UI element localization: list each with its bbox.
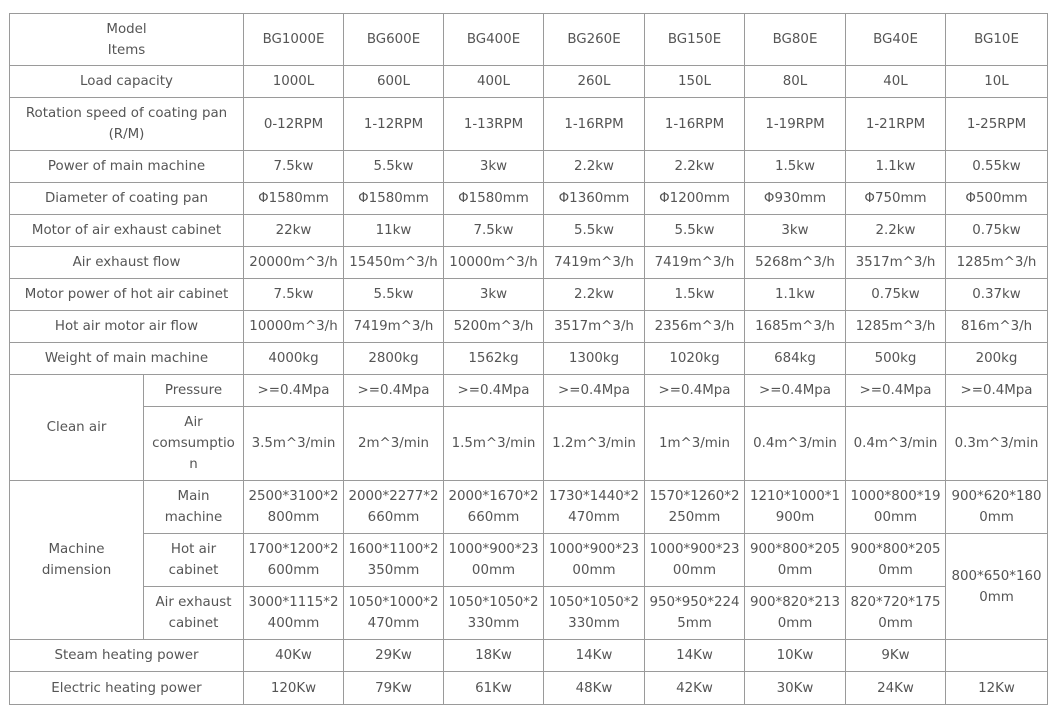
hot-air-cabinet-label	[144, 534, 244, 587]
value-cell: 5200m^3/h	[444, 311, 544, 343]
row-label: Steam heating power	[10, 640, 244, 672]
cell-line: 3000*1115*2	[248, 595, 339, 610]
value-cell	[344, 587, 444, 640]
value-cell	[544, 534, 645, 587]
bg10e-cabinets-cell	[946, 534, 1048, 640]
cell-line: 470mm	[367, 616, 420, 631]
value-cell: Φ500mm	[946, 183, 1048, 215]
row-label: Motor power of hot air cabinet	[10, 279, 244, 311]
model-header-cell: BG10E	[946, 14, 1048, 66]
cell-line: 1050*1050*2	[548, 595, 640, 610]
value-cell: >=0.4Mpa	[544, 375, 645, 407]
value-cell	[444, 481, 544, 534]
cell-line: 1570*1260*2	[649, 489, 740, 504]
value-cell: 11kw	[344, 215, 444, 247]
value-cell	[946, 481, 1048, 534]
value-cell: 0.75kw	[946, 215, 1048, 247]
value-cell: 1-16RPM	[544, 98, 645, 151]
spec-table	[9, 13, 1048, 705]
value-cell	[946, 640, 1048, 672]
cell-line: 00mm	[572, 563, 616, 578]
value-cell: 12Kw	[946, 672, 1048, 705]
cell-line: 1000*900*23	[649, 542, 740, 557]
value-cell: 1.5kw	[745, 151, 846, 183]
value-cell: 9Kw	[846, 640, 946, 672]
value-cell	[645, 534, 745, 587]
row-label	[10, 98, 244, 151]
value-cell: 5.5kw	[645, 215, 745, 247]
value-cell: 2.2kw	[846, 215, 946, 247]
cell-line: 660mm	[467, 510, 520, 525]
value-cell: 1-13RPM	[444, 98, 544, 151]
value-cell: 2.2kw	[645, 151, 745, 183]
value-cell: 2.2kw	[544, 151, 645, 183]
value-cell: 1.5kw	[645, 279, 745, 311]
value-cell	[745, 587, 846, 640]
value-cell	[344, 534, 444, 587]
cell-line: 1050*1000*2	[348, 595, 439, 610]
value-cell: 18Kw	[444, 640, 544, 672]
value-cell: 1000L	[244, 66, 344, 98]
cell-line: 900*620*180	[951, 489, 1042, 504]
consumption-label	[144, 407, 244, 481]
row-label: Diameter of coating pan	[10, 183, 244, 215]
cell-line: cabinet	[168, 616, 219, 631]
row-electric-heating	[10, 672, 1048, 705]
value-cell: 5268m^3/h	[745, 247, 846, 279]
model-header-cell: BG1000E	[244, 14, 344, 66]
value-cell: >=0.4Mpa	[344, 375, 444, 407]
value-cell: 400L	[444, 66, 544, 98]
value-cell: 1285m^3/h	[846, 311, 946, 343]
value-cell: Φ1200mm	[645, 183, 745, 215]
cell-line: 900*800*205	[749, 542, 841, 557]
clean-air-label: Clean air	[10, 375, 144, 481]
cell-line: n	[189, 457, 198, 472]
cell-line: 900m	[775, 510, 815, 525]
value-cell: 1-25RPM	[946, 98, 1048, 151]
cell-line: 330mm	[568, 616, 620, 631]
cell-line: 400mm	[267, 616, 320, 631]
value-cell: >=0.4Mpa	[645, 375, 745, 407]
cell-line: 1210*1000*1	[749, 489, 841, 504]
value-cell: 7419m^3/h	[344, 311, 444, 343]
value-cell: 3kw	[444, 151, 544, 183]
value-cell: 150L	[645, 66, 745, 98]
value-cell	[846, 587, 946, 640]
row-clean-air-pressure	[10, 375, 1048, 407]
row-pan-diameter	[10, 183, 1048, 215]
value-cell	[544, 587, 645, 640]
value-cell: 79Kw	[344, 672, 444, 705]
value-cell: 1-12RPM	[344, 98, 444, 151]
value-cell: 20000m^3/h	[244, 247, 344, 279]
value-cell: 10000m^3/h	[444, 247, 544, 279]
cell-line: 660mm	[367, 510, 420, 525]
cell-line: 250mm	[668, 510, 721, 525]
value-cell: >=0.4Mpa	[846, 375, 946, 407]
cell-line: 1700*1200*2	[248, 542, 339, 557]
value-cell: 10Kw	[745, 640, 846, 672]
value-cell: 10000m^3/h	[244, 311, 344, 343]
value-cell: 1285m^3/h	[946, 247, 1048, 279]
value-cell: 24Kw	[846, 672, 946, 705]
value-cell: 5.5kw	[344, 279, 444, 311]
cell-line: 2000*2277*2	[348, 489, 439, 504]
value-cell: 600L	[344, 66, 444, 98]
model-header-cell: BG400E	[444, 14, 544, 66]
cell-line: 2500*3100*2	[248, 489, 339, 504]
cell-line: 1050*1050*2	[448, 595, 539, 610]
value-cell: 7419m^3/h	[544, 247, 645, 279]
row-label: Load capacity	[10, 66, 244, 98]
value-cell: 684kg	[745, 343, 846, 375]
row-rotation-speed	[10, 98, 1048, 151]
value-cell: 7.5kw	[244, 151, 344, 183]
value-cell	[244, 534, 344, 587]
cell-line: 0mm	[878, 563, 913, 578]
value-cell: 40Kw	[244, 640, 344, 672]
value-cell: 3517m^3/h	[846, 247, 946, 279]
cell-line: 00mm	[672, 563, 717, 578]
cell-line: Items	[107, 42, 146, 58]
value-cell: 0.3m^3/min	[946, 407, 1048, 481]
value-cell	[745, 534, 846, 587]
value-cell	[444, 534, 544, 587]
cell-line: 900*800*205	[850, 542, 941, 557]
main-machine-label	[144, 481, 244, 534]
cell-line: 1730*1440*2	[548, 489, 640, 504]
exhaust-cabinet-label	[144, 587, 244, 640]
machine-dimension-label	[10, 481, 144, 640]
value-cell: 42Kw	[645, 672, 745, 705]
cell-line: Machine	[48, 542, 105, 557]
cell-line: Air exhaust	[155, 595, 232, 610]
value-cell: 3kw	[745, 215, 846, 247]
cell-line: 800*650*160	[951, 568, 1042, 584]
value-cell: 22kw	[244, 215, 344, 247]
cell-line: 00mm	[471, 563, 516, 578]
value-cell: 7419m^3/h	[645, 247, 745, 279]
cell-line: (R/M)	[108, 127, 145, 142]
model-header-cell: BG260E	[544, 14, 645, 66]
value-cell: 10L	[946, 66, 1048, 98]
value-cell: 1-16RPM	[645, 98, 745, 151]
value-cell: 15450m^3/h	[344, 247, 444, 279]
value-cell: Φ1580mm	[244, 183, 344, 215]
cell-line: Rotation speed of coating pan	[25, 106, 228, 121]
cell-line: machine	[164, 510, 223, 525]
value-cell: 1300kg	[544, 343, 645, 375]
value-cell: 1-19RPM	[745, 98, 846, 151]
row-main-power	[10, 151, 1048, 183]
cell-line: Model	[106, 21, 147, 37]
value-cell: 2.2kw	[544, 279, 645, 311]
value-cell: 1.5m^3/min	[444, 407, 544, 481]
value-cell: 1-21RPM	[846, 98, 946, 151]
model-header-cell: BG40E	[846, 14, 946, 66]
row-label: Weight of main machine	[10, 343, 244, 375]
value-cell: 3kw	[444, 279, 544, 311]
value-cell: 5.5kw	[544, 215, 645, 247]
cell-line: 0mm	[878, 616, 913, 631]
value-cell	[645, 587, 745, 640]
row-label: Motor of air exhaust cabinet	[10, 215, 244, 247]
value-cell: 1020kg	[645, 343, 745, 375]
value-cell: 2m^3/min	[344, 407, 444, 481]
cell-line: 0mm	[979, 589, 1014, 605]
value-cell	[846, 534, 946, 587]
value-cell: 2356m^3/h	[645, 311, 745, 343]
value-cell: 7.5kw	[444, 215, 544, 247]
value-cell: 30Kw	[745, 672, 846, 705]
value-cell: 29Kw	[344, 640, 444, 672]
value-cell: >=0.4Mpa	[745, 375, 846, 407]
cell-line: 1000*900*23	[448, 542, 539, 557]
cell-line: 5mm	[677, 616, 712, 631]
cell-line: 1000*800*19	[850, 489, 941, 504]
cell-line: dimension	[41, 563, 112, 578]
row-label: Air exhaust flow	[10, 247, 244, 279]
value-cell: >=0.4Mpa	[946, 375, 1048, 407]
value-cell: 3517m^3/h	[544, 311, 645, 343]
header-row	[10, 14, 1048, 66]
row-hot-air-motor-power	[10, 279, 1048, 311]
value-cell: 0.55kw	[946, 151, 1048, 183]
cell-line: 0mm	[777, 616, 813, 631]
value-cell: 1.1kw	[745, 279, 846, 311]
value-cell	[244, 481, 344, 534]
cell-line: Main	[177, 489, 210, 504]
value-cell: Φ1580mm	[344, 183, 444, 215]
value-cell	[344, 481, 444, 534]
row-clean-air-consumption	[10, 407, 1048, 481]
row-label: Hot air motor air flow	[10, 311, 244, 343]
value-cell	[745, 481, 846, 534]
cell-line: 950*950*224	[649, 595, 740, 610]
value-cell: 4000kg	[244, 343, 344, 375]
cell-line: 1600*1100*2	[348, 542, 439, 557]
row-label: Electric heating power	[10, 672, 244, 705]
row-hot-air-flow	[10, 311, 1048, 343]
cell-line: 1000*900*23	[548, 542, 640, 557]
value-cell: Φ750mm	[846, 183, 946, 215]
row-exhaust-flow	[10, 247, 1048, 279]
value-cell: 0.4m^3/min	[846, 407, 946, 481]
value-cell: 48Kw	[544, 672, 645, 705]
cell-line: 820*720*175	[850, 595, 941, 610]
value-cell: Φ1360mm	[544, 183, 645, 215]
row-load-capacity	[10, 66, 1048, 98]
cell-line: 600mm	[267, 563, 320, 578]
cell-line: 470mm	[568, 510, 620, 525]
header-corner-cell	[10, 14, 244, 66]
cell-line: Hot air	[170, 542, 217, 557]
row-dim-hot-air-cabinet	[10, 534, 1048, 587]
value-cell	[645, 481, 745, 534]
row-dim-main-machine	[10, 481, 1048, 534]
value-cell: 14Kw	[645, 640, 745, 672]
value-cell: Φ1580mm	[444, 183, 544, 215]
value-cell: >=0.4Mpa	[244, 375, 344, 407]
cell-line: cabinet	[168, 563, 219, 578]
value-cell	[544, 481, 645, 534]
model-header-cell: BG80E	[745, 14, 846, 66]
value-cell: 1.2m^3/min	[544, 407, 645, 481]
value-cell	[244, 587, 344, 640]
value-cell: 816m^3/h	[946, 311, 1048, 343]
value-cell: 0.4m^3/min	[745, 407, 846, 481]
row-dim-exhaust-cabinet	[10, 587, 1048, 640]
value-cell: 40L	[846, 66, 946, 98]
value-cell	[444, 587, 544, 640]
row-label: Power of main machine	[10, 151, 244, 183]
model-header-cell: BG150E	[645, 14, 745, 66]
value-cell: 14Kw	[544, 640, 645, 672]
value-cell: 7.5kw	[244, 279, 344, 311]
row-steam-heating	[10, 640, 1048, 672]
value-cell: 5.5kw	[344, 151, 444, 183]
value-cell	[846, 481, 946, 534]
value-cell: 3.5m^3/min	[244, 407, 344, 481]
row-main-weight	[10, 343, 1048, 375]
pressure-label: Pressure	[144, 375, 244, 407]
row-exhaust-motor	[10, 215, 1048, 247]
cell-line: 800mm	[267, 510, 320, 525]
value-cell: 80L	[745, 66, 846, 98]
cell-line: 00mm	[873, 510, 918, 525]
cell-line: 0mm	[979, 510, 1014, 525]
value-cell: 1.1kw	[846, 151, 946, 183]
value-cell: 120Kw	[244, 672, 344, 705]
value-cell: 0.75kw	[846, 279, 946, 311]
value-cell: 200kg	[946, 343, 1048, 375]
cell-line: comsumptio	[152, 436, 235, 451]
value-cell: 260L	[544, 66, 645, 98]
value-cell: 1562kg	[444, 343, 544, 375]
value-cell: Φ930mm	[745, 183, 846, 215]
cell-line: Air	[184, 415, 203, 430]
value-cell: 0.37kw	[946, 279, 1048, 311]
value-cell: 500kg	[846, 343, 946, 375]
value-cell: >=0.4Mpa	[444, 375, 544, 407]
cell-line: 2000*1670*2	[448, 489, 539, 504]
value-cell: 61Kw	[444, 672, 544, 705]
value-cell: 1685m^3/h	[745, 311, 846, 343]
model-header-cell: BG600E	[344, 14, 444, 66]
value-cell: 1m^3/min	[645, 407, 745, 481]
cell-line: 0mm	[777, 563, 813, 578]
cell-line: 330mm	[467, 616, 520, 631]
cell-line: 350mm	[367, 563, 420, 578]
value-cell: 2800kg	[344, 343, 444, 375]
cell-line: 900*820*213	[749, 595, 841, 610]
value-cell: 0-12RPM	[244, 98, 344, 151]
